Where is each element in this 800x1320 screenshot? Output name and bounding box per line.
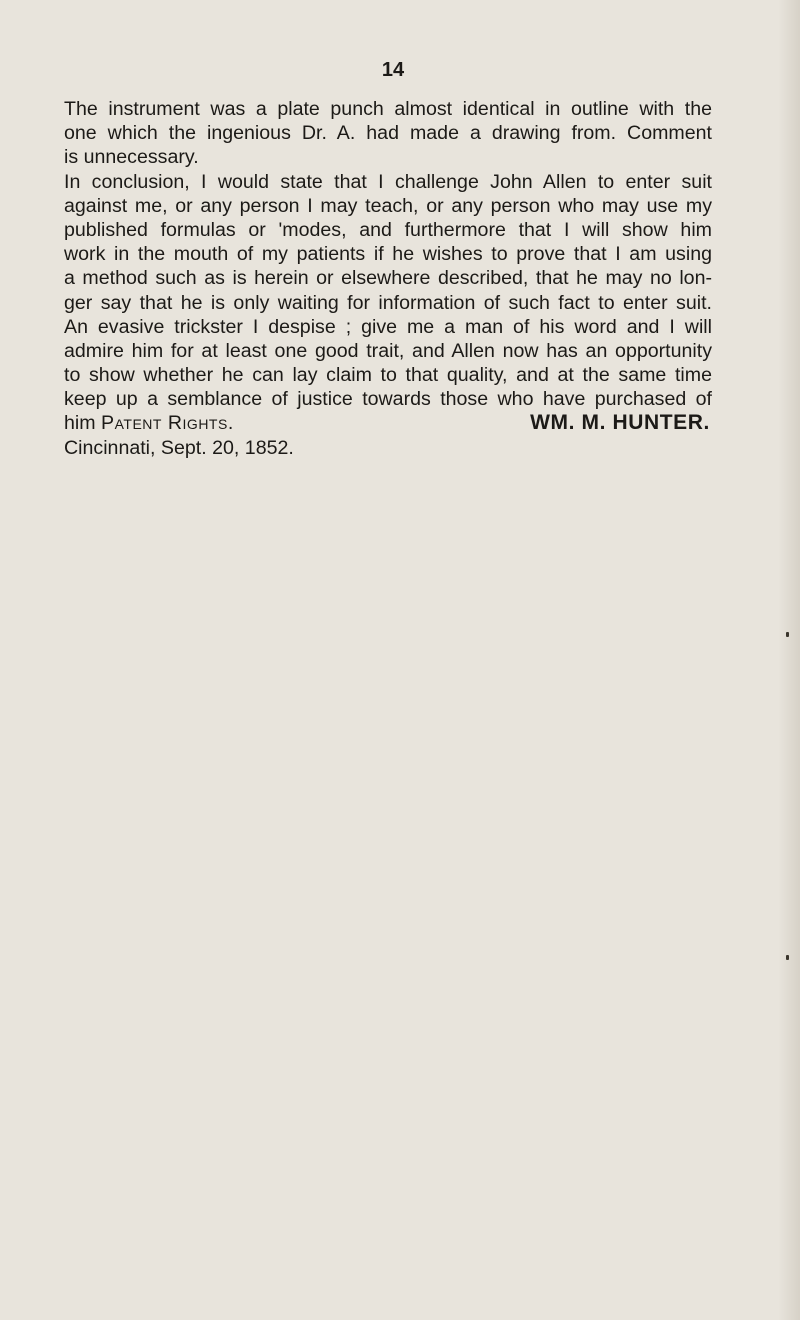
text-line: The instrument was a plate punch almost identical in outline with the [64,98,712,120]
text-line: against me, or any person I may teach, or any person who may use my [64,194,712,217]
page-edge-shadow [778,0,800,1320]
text-line: to show whether he can lay claim to that quality, and at the same time [64,364,712,387]
text-line: work in the mouth of my patients if he wishes to prove that I am using [64,243,712,266]
dateline: Cincinnati, Sept. 20, 1852. [64,436,294,459]
closing-text [64,411,234,435]
closing-prefix: him [64,412,96,435]
print-speck [786,955,789,960]
text-line: ger say that he is only waiting for information of such fact to enter suit. [64,291,712,314]
print-speck [786,632,789,637]
text-line: keep up a semblance of justice towards those who have purchased of [64,388,712,411]
closing-line [64,411,712,435]
patent-rights-text: Patent Rights. [101,412,234,435]
page-number: 14 [381,59,405,81]
text-line: In conclusion, I would state that I challenge John Allen to enter suit [64,170,712,193]
text-line: a method such as is herein or elsewhere described, that he may no lon- [64,267,712,290]
body-text [64,97,712,460]
text-line: one which the ingenious Dr. A. had made a drawing from. Comment [64,122,712,145]
text-line: admire him for at least one good trait, and Allen now has an opportunity [64,339,712,362]
text-line: published formulas or 'modes, and furthermore that I will show him [64,218,712,241]
signature: WM. M. HUNTER. [530,411,710,435]
text-line: is unnecessary. [64,146,199,169]
text-line: An evasive trickster I despise ; give me a man of his word and I will [64,315,712,338]
